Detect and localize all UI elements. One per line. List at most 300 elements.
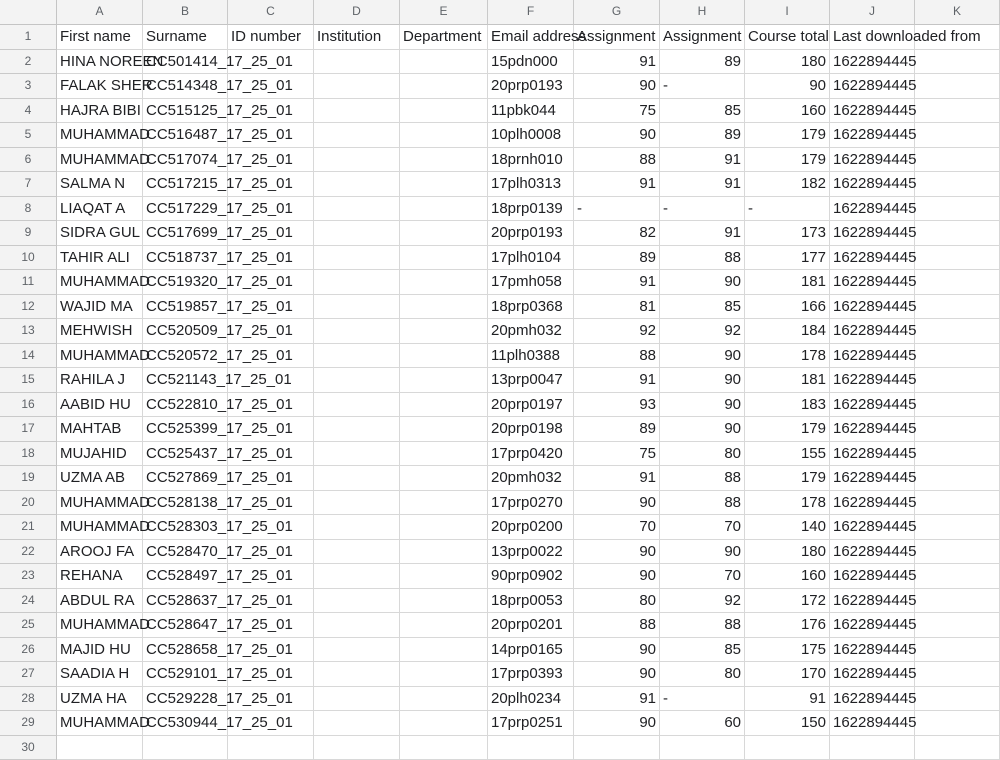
table-cell[interactable] [400,123,488,148]
table-cell[interactable] [400,515,488,540]
table-cell[interactable] [228,270,314,295]
table-cell[interactable]: 20pmh032 [488,319,574,344]
table-cell[interactable]: CC516487_17_25_01 [143,123,228,148]
table-cell[interactable] [915,589,1000,614]
table-cell[interactable]: 1622894445 [830,442,915,467]
table-cell[interactable]: CC519320_17_25_01 [143,270,228,295]
table-cell[interactable]: 90 [660,393,745,418]
table-cell[interactable]: Last downloaded from [830,25,915,50]
table-cell[interactable]: 88 [574,344,660,369]
table-cell[interactable]: 88 [660,466,745,491]
table-cell[interactable]: 1622894445 [830,172,915,197]
table-cell[interactable]: MUHAMMAD [57,613,143,638]
table-cell[interactable]: MUHAMMAD [57,515,143,540]
table-cell[interactable]: - [745,197,830,222]
table-cell[interactable]: 17prp0420 [488,442,574,467]
table-cell[interactable]: 20prp0193 [488,221,574,246]
table-cell[interactable] [400,221,488,246]
table-cell[interactable]: 11pbk044 [488,99,574,124]
table-cell[interactable] [915,25,1000,50]
table-cell[interactable]: 20plh0234 [488,687,574,712]
table-cell[interactable]: CC519857_17_25_01 [143,295,228,320]
table-cell[interactable]: Surname [143,25,228,50]
table-cell[interactable]: 150 [745,711,830,736]
table-cell[interactable] [915,736,1000,760]
table-cell[interactable]: 181 [745,270,830,295]
table-cell[interactable]: 140 [745,515,830,540]
table-cell[interactable] [228,148,314,173]
table-cell[interactable] [400,319,488,344]
table-cell[interactable]: First name [57,25,143,50]
table-cell[interactable]: 183 [745,393,830,418]
table-cell[interactable]: Department [400,25,488,50]
table-cell[interactable]: 1622894445 [830,540,915,565]
table-cell[interactable] [228,736,314,760]
table-cell[interactable]: 70 [574,515,660,540]
table-cell[interactable] [915,417,1000,442]
table-cell[interactable]: 90 [574,564,660,589]
table-cell[interactable]: 1622894445 [830,466,915,491]
table-cell[interactable] [400,491,488,516]
table-cell[interactable]: 90 [574,123,660,148]
table-cell[interactable]: CC528303_17_25_01 [143,515,228,540]
table-cell[interactable]: 1622894445 [830,148,915,173]
column-header-f[interactable]: F [488,0,574,25]
table-cell[interactable] [143,736,228,760]
table-cell[interactable]: 1622894445 [830,295,915,320]
table-cell[interactable] [574,736,660,760]
table-cell[interactable] [228,589,314,614]
column-header-j[interactable]: J [830,0,915,25]
table-cell[interactable]: 88 [660,613,745,638]
table-cell[interactable] [400,540,488,565]
table-cell[interactable]: 90 [745,74,830,99]
table-cell[interactable] [314,736,400,760]
row-header[interactable]: 14 [0,344,57,369]
table-cell[interactable]: CC515125_17_25_01 [143,99,228,124]
table-cell[interactable] [228,662,314,687]
table-cell[interactable]: 90prp0902 [488,564,574,589]
table-cell[interactable] [314,344,400,369]
table-cell[interactable] [915,687,1000,712]
table-cell[interactable] [915,540,1000,565]
table-cell[interactable]: SIDRA GUL [57,221,143,246]
table-cell[interactable]: CC518737_17_25_01 [143,246,228,271]
table-cell[interactable]: 75 [574,442,660,467]
table-cell[interactable] [400,270,488,295]
table-cell[interactable]: 90 [660,540,745,565]
table-cell[interactable]: 80 [660,442,745,467]
table-cell[interactable]: CC529101_17_25_01 [143,662,228,687]
table-cell[interactable]: 175 [745,638,830,663]
table-cell[interactable] [314,491,400,516]
table-cell[interactable]: 1622894445 [830,123,915,148]
table-cell[interactable]: SAADIA H [57,662,143,687]
table-cell[interactable]: 89 [574,246,660,271]
table-cell[interactable]: 92 [660,589,745,614]
table-cell[interactable]: 1622894445 [830,221,915,246]
column-header-g[interactable]: G [574,0,660,25]
table-cell[interactable] [915,491,1000,516]
table-cell[interactable]: 1622894445 [830,319,915,344]
row-header[interactable]: 5 [0,123,57,148]
table-cell[interactable] [915,564,1000,589]
row-header[interactable]: 10 [0,246,57,271]
table-cell[interactable] [314,172,400,197]
table-cell[interactable]: 88 [574,613,660,638]
table-cell[interactable]: 1622894445 [830,711,915,736]
row-header[interactable]: 28 [0,687,57,712]
row-header[interactable]: 12 [0,295,57,320]
table-cell[interactable]: CC528138_17_25_01 [143,491,228,516]
table-cell[interactable] [314,613,400,638]
table-cell[interactable]: 172 [745,589,830,614]
table-cell[interactable]: 182 [745,172,830,197]
table-cell[interactable]: ID number [228,25,314,50]
table-cell[interactable]: 88 [574,148,660,173]
table-cell[interactable]: 1622894445 [830,50,915,75]
table-cell[interactable] [915,515,1000,540]
table-cell[interactable] [400,687,488,712]
row-header[interactable]: 8 [0,197,57,222]
table-cell[interactable]: 1622894445 [830,638,915,663]
table-cell[interactable]: CC520572_17_25_01 [143,344,228,369]
table-cell[interactable]: 13prp0022 [488,540,574,565]
table-cell[interactable]: 11plh0388 [488,344,574,369]
table-cell[interactable] [228,197,314,222]
table-cell[interactable] [400,74,488,99]
table-cell[interactable]: UZMA AB [57,466,143,491]
table-cell[interactable]: CC530944_17_25_01 [143,711,228,736]
table-cell[interactable]: 85 [660,638,745,663]
table-cell[interactable] [400,466,488,491]
table-cell[interactable]: - [660,687,745,712]
table-cell[interactable]: LIAQAT A [57,197,143,222]
table-cell[interactable]: SALMA N [57,172,143,197]
table-cell[interactable]: 1622894445 [830,662,915,687]
table-cell[interactable] [400,638,488,663]
table-cell[interactable]: 178 [745,344,830,369]
table-cell[interactable]: 1622894445 [830,74,915,99]
table-cell[interactable]: 20prp0200 [488,515,574,540]
row-header[interactable]: 18 [0,442,57,467]
row-header[interactable]: 16 [0,393,57,418]
table-cell[interactable]: 179 [745,148,830,173]
table-cell[interactable] [915,295,1000,320]
table-cell[interactable] [314,368,400,393]
table-cell[interactable]: CC525399_17_25_01 [143,417,228,442]
table-cell[interactable]: CC528637_17_25_01 [143,589,228,614]
table-cell[interactable] [228,417,314,442]
table-cell[interactable]: CC528647_17_25_01 [143,613,228,638]
table-cell[interactable] [400,197,488,222]
row-header[interactable]: 25 [0,613,57,638]
table-cell[interactable] [660,736,745,760]
table-cell[interactable] [228,344,314,369]
table-cell[interactable]: 91 [660,221,745,246]
table-cell[interactable]: 85 [660,99,745,124]
table-cell[interactable]: 88 [660,491,745,516]
table-cell[interactable]: 180 [745,50,830,75]
table-cell[interactable]: Assignment [660,25,745,50]
table-cell[interactable] [314,393,400,418]
table-cell[interactable]: 60 [660,711,745,736]
table-cell[interactable] [228,638,314,663]
table-cell[interactable] [314,662,400,687]
table-cell[interactable] [314,99,400,124]
table-cell[interactable] [400,344,488,369]
table-cell[interactable] [400,246,488,271]
row-header[interactable]: 22 [0,540,57,565]
row-header[interactable]: 29 [0,711,57,736]
table-cell[interactable]: 82 [574,221,660,246]
table-cell[interactable]: Assignment [574,25,660,50]
table-cell[interactable]: Course total [745,25,830,50]
table-cell[interactable] [228,368,314,393]
table-cell[interactable] [830,736,915,760]
table-cell[interactable]: UZMA HA [57,687,143,712]
table-cell[interactable] [400,589,488,614]
table-cell[interactable] [228,99,314,124]
table-cell[interactable]: RAHILA J [57,368,143,393]
table-cell[interactable] [915,99,1000,124]
table-cell[interactable] [228,221,314,246]
table-cell[interactable] [400,148,488,173]
table-cell[interactable] [915,246,1000,271]
table-cell[interactable]: 1622894445 [830,344,915,369]
table-cell[interactable]: 1622894445 [830,417,915,442]
table-cell[interactable]: 20prp0198 [488,417,574,442]
table-cell[interactable]: 80 [660,662,745,687]
table-cell[interactable]: CC521143_17_25_01 [143,368,228,393]
table-cell[interactable]: CC529228_17_25_01 [143,687,228,712]
table-cell[interactable]: 90 [574,638,660,663]
table-cell[interactable]: Email address [488,25,574,50]
table-cell[interactable]: CC527869_17_25_01 [143,466,228,491]
table-cell[interactable] [314,319,400,344]
row-header[interactable]: 19 [0,466,57,491]
table-cell[interactable]: MUHAMMAD [57,148,143,173]
table-cell[interactable]: - [574,197,660,222]
table-cell[interactable]: 90 [574,711,660,736]
table-cell[interactable] [228,50,314,75]
table-cell[interactable]: 91 [574,270,660,295]
table-cell[interactable]: - [660,74,745,99]
table-cell[interactable]: CC517074_17_25_01 [143,148,228,173]
table-cell[interactable]: 173 [745,221,830,246]
table-cell[interactable]: 17plh0104 [488,246,574,271]
table-cell[interactable]: CC514348_17_25_01 [143,74,228,99]
table-cell[interactable] [400,393,488,418]
table-cell[interactable]: 92 [660,319,745,344]
table-cell[interactable]: 1622894445 [830,246,915,271]
table-cell[interactable]: 181 [745,368,830,393]
table-cell[interactable] [915,319,1000,344]
table-cell[interactable]: 170 [745,662,830,687]
table-cell[interactable]: 90 [660,417,745,442]
table-cell[interactable] [400,172,488,197]
column-header-h[interactable]: H [660,0,745,25]
column-header-b[interactable]: B [143,0,228,25]
table-cell[interactable]: MEHWISH [57,319,143,344]
table-cell[interactable]: CC528497_17_25_01 [143,564,228,589]
table-cell[interactable]: 90 [574,74,660,99]
table-cell[interactable]: 81 [574,295,660,320]
table-cell[interactable]: 90 [574,662,660,687]
table-cell[interactable] [400,99,488,124]
table-cell[interactable] [228,687,314,712]
row-header[interactable]: 21 [0,515,57,540]
table-cell[interactable] [488,736,574,760]
row-header[interactable]: 2 [0,50,57,75]
table-cell[interactable] [314,197,400,222]
table-cell[interactable]: 10plh0008 [488,123,574,148]
row-header[interactable]: 6 [0,148,57,173]
table-cell[interactable] [314,442,400,467]
table-cell[interactable] [228,466,314,491]
table-cell[interactable] [228,564,314,589]
table-cell[interactable] [915,344,1000,369]
table-cell[interactable]: WAJID MA [57,295,143,320]
table-cell[interactable]: 90 [660,344,745,369]
column-header-k[interactable]: K [915,0,1000,25]
row-header[interactable]: 23 [0,564,57,589]
table-cell[interactable]: CC517215_17_25_01 [143,172,228,197]
table-cell[interactable]: CC528470_17_25_01 [143,540,228,565]
table-cell[interactable] [314,50,400,75]
table-cell[interactable]: CC522810_17_25_01 [143,393,228,418]
table-cell[interactable]: 20prp0197 [488,393,574,418]
table-cell[interactable] [400,295,488,320]
table-cell[interactable] [915,74,1000,99]
column-header-d[interactable]: D [314,0,400,25]
table-cell[interactable]: 92 [574,319,660,344]
table-cell[interactable] [915,613,1000,638]
table-cell[interactable] [228,491,314,516]
table-cell[interactable] [915,172,1000,197]
table-cell[interactable] [314,74,400,99]
table-cell[interactable] [228,123,314,148]
table-cell[interactable]: 17prp0393 [488,662,574,687]
table-cell[interactable]: 20prp0193 [488,74,574,99]
row-header[interactable]: 27 [0,662,57,687]
table-cell[interactable] [915,197,1000,222]
table-cell[interactable]: MUJAHID [57,442,143,467]
table-cell[interactable]: 80 [574,589,660,614]
table-cell[interactable]: AABID HU [57,393,143,418]
table-cell[interactable]: ABDUL RA [57,589,143,614]
table-cell[interactable] [314,540,400,565]
table-cell[interactable]: 70 [660,564,745,589]
table-cell[interactable]: 91 [660,172,745,197]
table-cell[interactable]: 88 [660,246,745,271]
table-cell[interactable]: 91 [574,368,660,393]
table-cell[interactable] [915,368,1000,393]
table-cell[interactable]: 75 [574,99,660,124]
table-cell[interactable]: 17prp0251 [488,711,574,736]
table-cell[interactable] [228,319,314,344]
row-header[interactable]: 30 [0,736,57,760]
table-cell[interactable] [314,295,400,320]
table-cell[interactable] [400,368,488,393]
row-header[interactable]: 13 [0,319,57,344]
table-cell[interactable]: MUHAMMAD [57,344,143,369]
table-cell[interactable] [915,221,1000,246]
table-cell[interactable]: 160 [745,564,830,589]
table-cell[interactable] [915,662,1000,687]
table-cell[interactable]: AROOJ FA [57,540,143,565]
row-header[interactable]: 24 [0,589,57,614]
table-cell[interactable]: CC525437_17_25_01 [143,442,228,467]
table-cell[interactable]: TAHIR ALI [57,246,143,271]
table-cell[interactable]: CC501414_17_25_01 [143,50,228,75]
table-cell[interactable] [400,442,488,467]
table-cell[interactable]: Institution [314,25,400,50]
table-cell[interactable]: 90 [660,368,745,393]
table-cell[interactable] [314,466,400,491]
table-cell[interactable]: FALAK SHER [57,74,143,99]
table-cell[interactable] [400,50,488,75]
table-cell[interactable]: 91 [574,687,660,712]
table-cell[interactable]: 70 [660,515,745,540]
table-cell[interactable]: 17pmh058 [488,270,574,295]
table-cell[interactable] [314,148,400,173]
row-header[interactable]: 26 [0,638,57,663]
table-cell[interactable]: 1622894445 [830,613,915,638]
table-cell[interactable] [228,74,314,99]
table-cell[interactable] [314,417,400,442]
row-header[interactable]: 4 [0,99,57,124]
column-header-c[interactable]: C [228,0,314,25]
table-cell[interactable]: 15pdn000 [488,50,574,75]
table-cell[interactable] [314,711,400,736]
table-cell[interactable]: 180 [745,540,830,565]
table-cell[interactable]: 179 [745,417,830,442]
table-cell[interactable]: REHANA [57,564,143,589]
table-cell[interactable]: CC517229_17_25_01 [143,197,228,222]
table-cell[interactable]: 177 [745,246,830,271]
table-cell[interactable] [915,123,1000,148]
table-cell[interactable] [228,246,314,271]
table-cell[interactable] [314,123,400,148]
table-cell[interactable] [400,613,488,638]
column-header-e[interactable]: E [400,0,488,25]
table-cell[interactable] [228,540,314,565]
table-cell[interactable] [915,442,1000,467]
table-cell[interactable] [314,687,400,712]
table-cell[interactable] [314,515,400,540]
table-cell[interactable]: 1622894445 [830,564,915,589]
row-header[interactable]: 1 [0,25,57,50]
table-cell[interactable]: 89 [660,50,745,75]
table-cell[interactable]: 1622894445 [830,687,915,712]
column-header-a[interactable]: A [57,0,143,25]
table-cell[interactable]: CC517699_17_25_01 [143,221,228,246]
table-cell[interactable]: 155 [745,442,830,467]
table-cell[interactable]: MUHAMMAD [57,711,143,736]
table-cell[interactable] [228,295,314,320]
table-cell[interactable]: 91 [574,50,660,75]
table-cell[interactable]: MAJID HU [57,638,143,663]
table-cell[interactable] [314,270,400,295]
table-cell[interactable]: 18prp0053 [488,589,574,614]
table-cell[interactable]: HAJRA BIBI [57,99,143,124]
table-cell[interactable]: 20pmh032 [488,466,574,491]
table-cell[interactable]: 176 [745,613,830,638]
table-cell[interactable]: 178 [745,491,830,516]
table-cell[interactable] [314,564,400,589]
row-header[interactable]: 7 [0,172,57,197]
